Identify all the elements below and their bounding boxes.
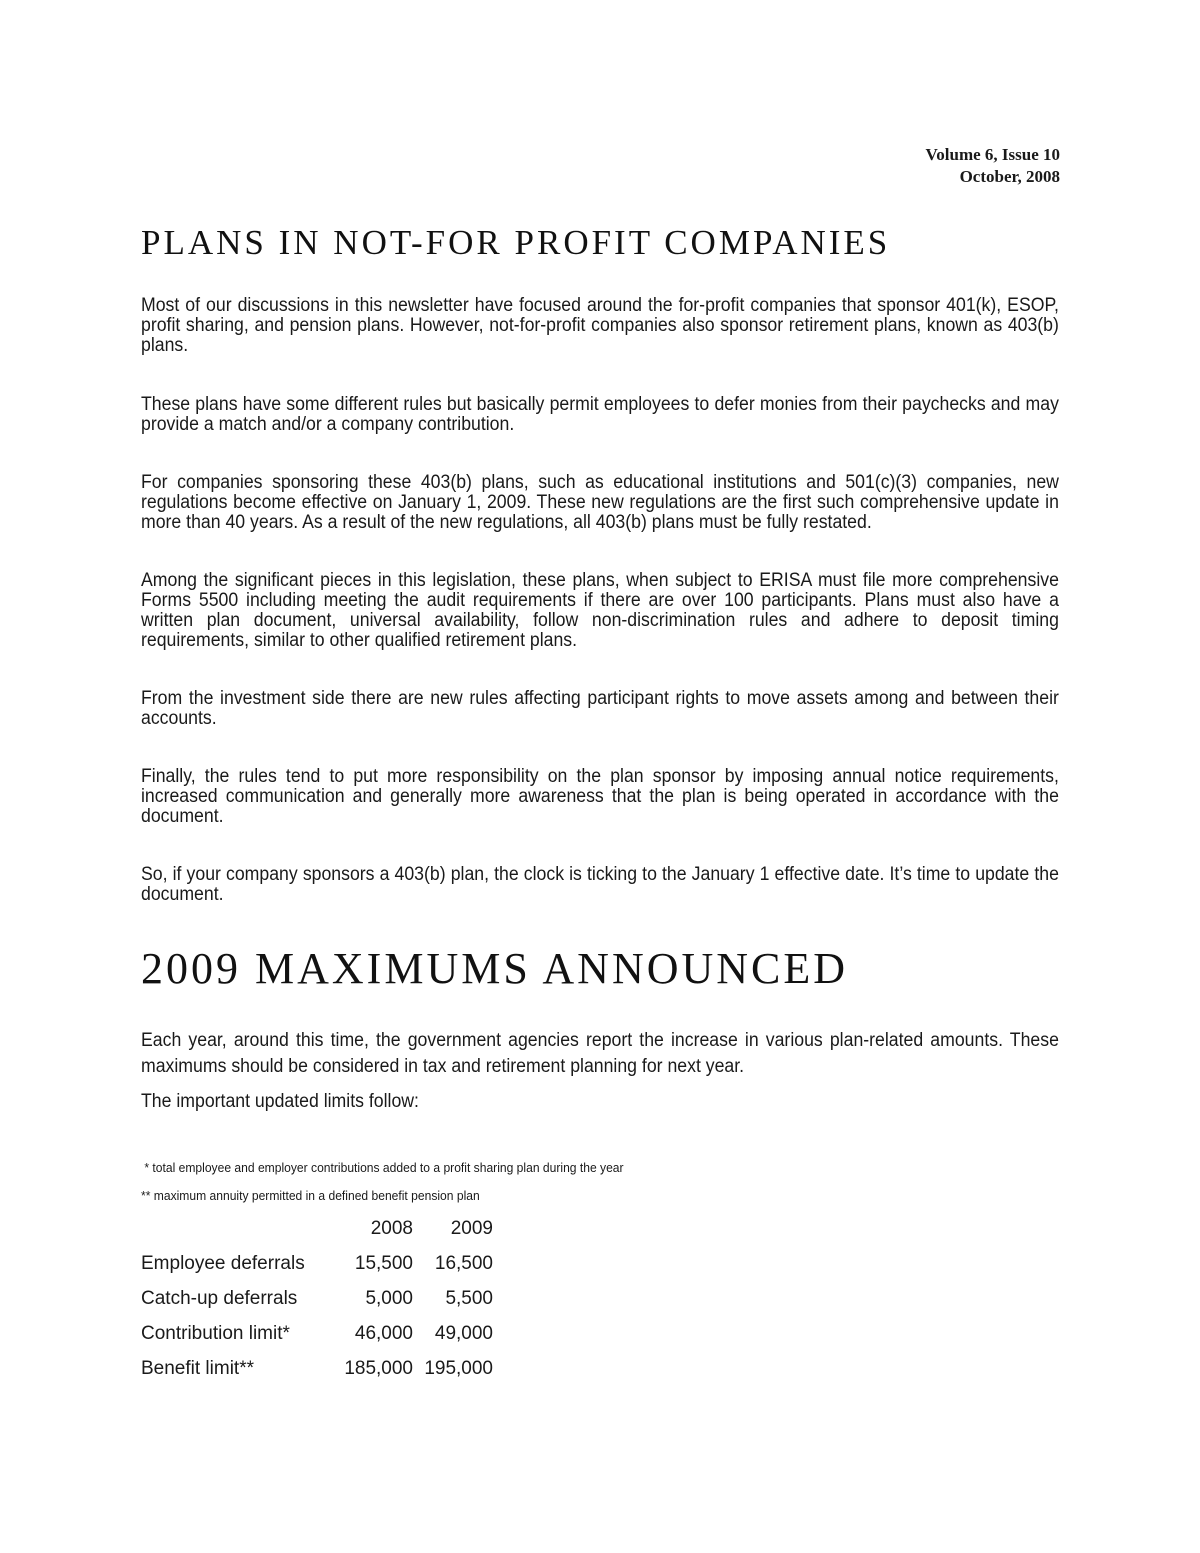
paragraph: These plans have some different rules but basically permit employees to defer monies from their paychecks and may provide a match and/or a company contribution. [141,394,1059,435]
issue-date: October, 2008 [959,167,1060,186]
table-row [141,1281,493,1316]
paragraph: So, if your company sponsors a 403(b) plan, the clock is ticking to the January 1 effective date. It’s time to update the document. [141,864,1059,905]
paragraph: Most of our discussions in this newsletter have focused around the for-profit companies that sponsor 401(k), ESOP, profit sharing, and pension plans. However, not-for-profit companies also sponsor retirement plans, known as 403(b) plans. [141,295,1059,356]
table-header-2008: 2008 [370,1217,413,1239]
row-label: Employee deferrals [141,1252,305,1274]
value-2008: 46,000 [354,1322,413,1344]
value-2009: 16,500 [434,1252,493,1274]
footnote-benefit-limit: ** maximum annuity permitted in a defined benefit pension plan [141,1188,480,1203]
paragraph: The important updated limits follow: [141,1091,419,1112]
paragraph: From the investment side there are new rules affecting participant rights to move assets among and between their accounts. [141,688,1059,729]
row-label: Catch-up deferrals [141,1287,298,1309]
value-2008: 185,000 [344,1357,413,1379]
row-label: Benefit limit** [141,1357,254,1379]
value-2009: 195,000 [424,1357,493,1379]
value-2009: 49,000 [434,1322,493,1344]
paragraph: For companies sponsoring these 403(b) plans, such as educational institutions and 501(c)(3) companies, new regulations become effective on January 1, 2009. These new regulations are the first such comprehensive update in more than 40 years. As a result of the new regulations, all 403(b) plans must be fully restated. [141,472,1059,533]
section-title-plans: PLANS IN NOT-FOR PROFIT COMPANIES [141,223,891,262]
table-header-2009: 2009 [450,1217,493,1239]
masthead [926,144,1060,188]
row-label: Contribution limit* [141,1322,290,1344]
limits-table [141,1211,493,1386]
table-header-label [141,1211,333,1246]
paragraph: Each year, around this time, the government agencies report the increase in various plan-related amounts. These maximums should be considered in tax and retirement planning for next year. [141,1030,1059,1077]
paragraph: Finally, the rules tend to put more responsibility on the plan sponsor by imposing annual notice requirements, increased communication and generally more awareness that the plan is being operated in accordance with the document. [141,766,1059,827]
value-2008: 15,500 [354,1252,413,1274]
paragraph: Among the significant pieces in this legislation, these plans, when subject to ERISA must file more comprehensive Forms 5500 including meeting the audit requirements if there are over 100 participants. Plans must also have a written plan document, universal availability, follow non-discrimination rules and adhere to deposit timing requirements, similar to other qualified retirement plans. [141,570,1059,651]
table-row [141,1351,493,1386]
footnote-contribution-limit: * total employee and employer contributions added to a profit sharing plan during the year [141,1160,624,1175]
table-row [141,1246,493,1281]
value-2009: 5,500 [445,1287,493,1309]
issue-volume: Volume 6, Issue 10 [925,145,1060,164]
table-row [141,1316,493,1351]
section-title-maximums: 2009 MAXIMUMS ANNOUNCED [141,944,849,993]
table-header-row [141,1211,493,1246]
value-2008: 5,000 [365,1287,413,1309]
